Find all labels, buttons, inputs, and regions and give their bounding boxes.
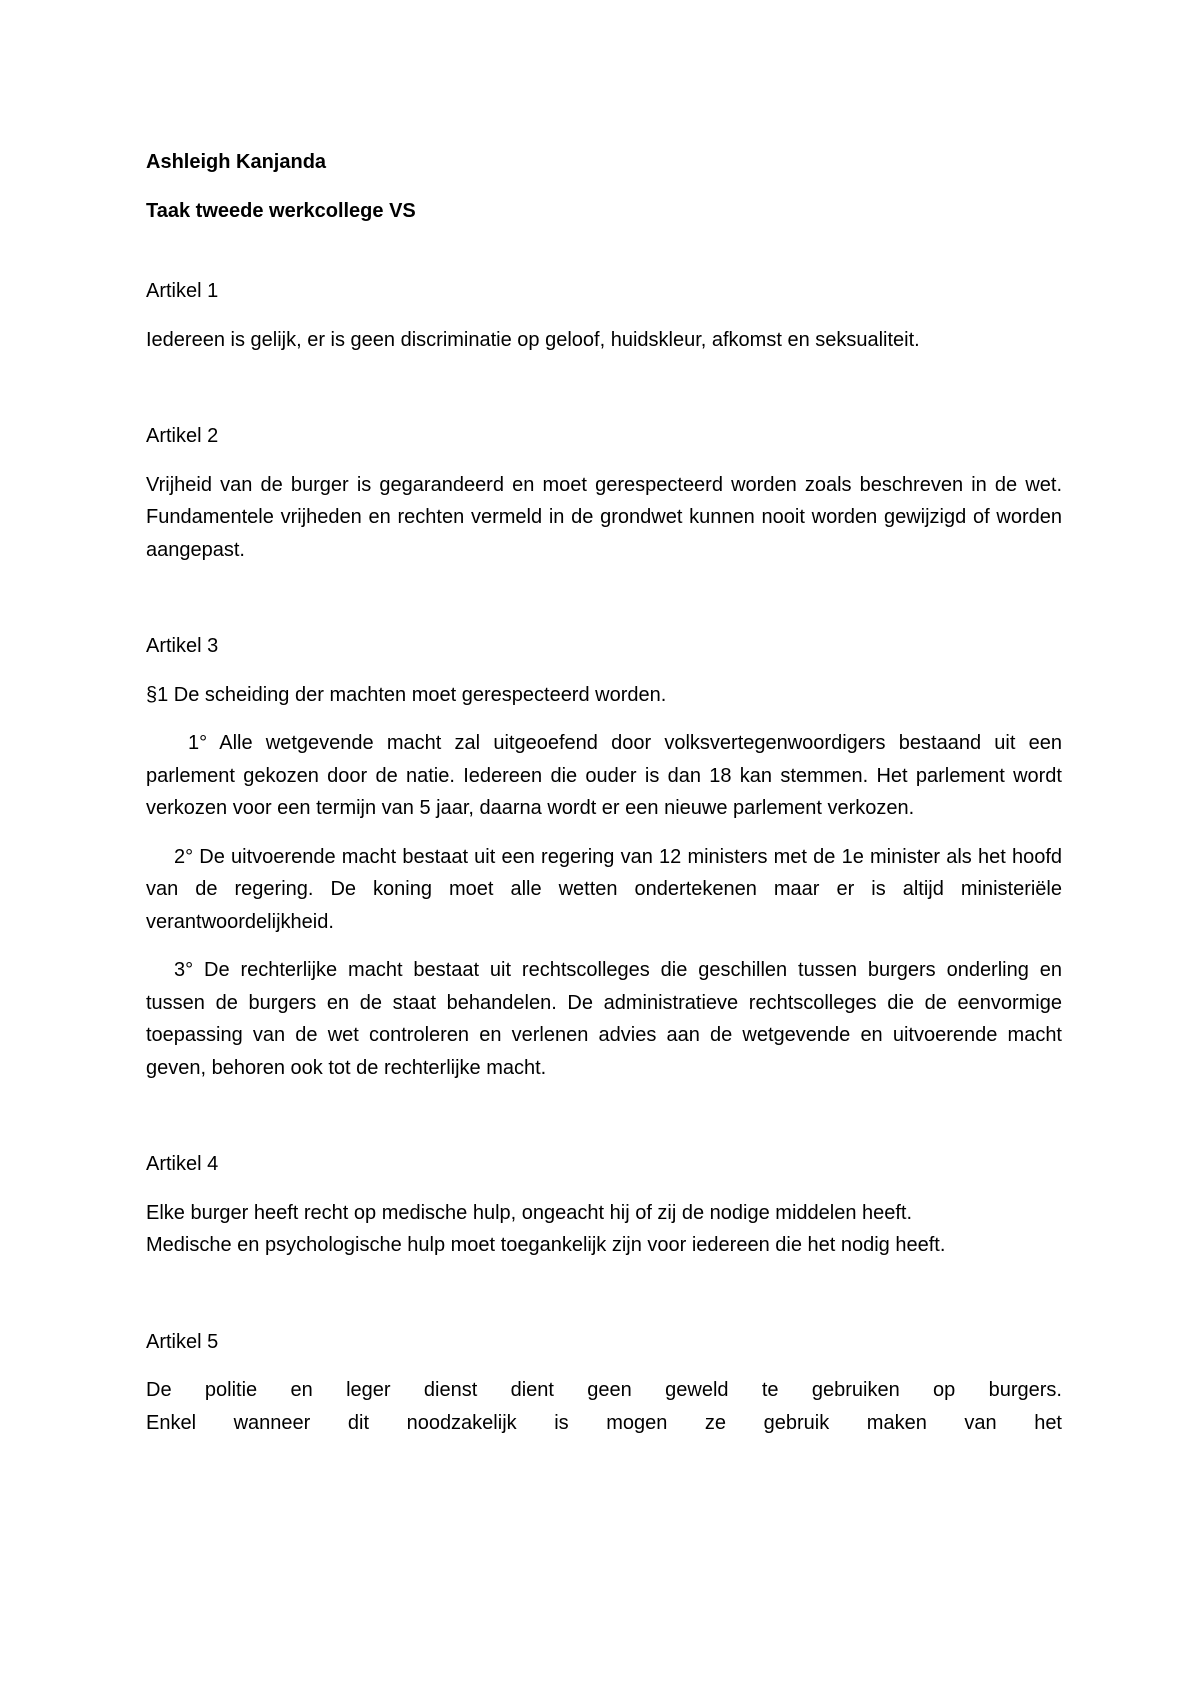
spacer	[146, 372, 1062, 420]
article-1-paragraph: Iedereen is gelijk, er is geen discriminatie op geloof, huidskleur, afkomst en seksualiteit.	[146, 328, 920, 351]
article-5-line-2: Enkel wanneer dit noodzakelijk is mogen ze gebruik maken van het	[146, 1411, 1062, 1434]
author-name: Ashleigh Kanjanda	[146, 151, 327, 173]
article-5-line-1: De politie en leger dienst dient geen geweld te gebruiken op burgers.	[146, 1379, 1062, 1401]
article-4-line-2: Medische en psychologische hulp moet toegankelijk zijn voor iedereen die het nodig heeft.	[146, 1234, 946, 1256]
article-3-section-1: §1 De scheiding der machten moet gerespecteerd worden.	[146, 683, 667, 706]
article-3-item-2: 2° De uitvoerende macht bestaat uit een regering van 12 ministers met de 1e minister als het hoofd van de regering. De koning moet alle wetten ondertekenen maar er is altijd ministeriële verantwoordelijkheid.	[146, 845, 1062, 933]
article-4-line-1: Elke burger heeft recht op medische hulp, ongeacht hij of zij de nodige middelen heeft.	[146, 1201, 913, 1224]
spacer	[146, 582, 1062, 630]
article-4-heading: Artikel 4	[146, 1153, 219, 1175]
article-2-heading: Artikel 2	[146, 425, 219, 447]
article-3-item-3: 3° De rechterlijke macht bestaat uit rechtscolleges die geschillen tussen burgers onderling en tussen de burgers en de staat behandelen. De administratieve rechtscolleges die de eenvormige toepassing van de wet controleren en verlenen advies aan de wetgevende en uitvoerende macht geven, behoren ook tot de rechterlijke macht.	[146, 959, 1062, 1079]
spacer	[146, 1100, 1062, 1148]
assignment-title: Taak tweede werkcollege VS	[146, 199, 416, 222]
document-body	[146, 146, 1062, 1455]
article-2-paragraph: Vrijheid van de burger is gegarandeerd en moet gerespecteerd worden zoals beschreven in de wet. Fundamentele vrijheden en rechten vermeld in de grondwet kunnen nooit worden gewijzigd of worden aangepast.	[146, 473, 1062, 561]
article-3-heading: Artikel 3	[146, 635, 219, 657]
article-1-heading: Artikel 1	[146, 280, 219, 302]
article-5-heading: Artikel 5	[146, 1330, 219, 1353]
spacer	[146, 1278, 1062, 1326]
article-3-item-1: 1° Alle wetgevende macht zal uitgeoefend door volksvertegenwoordigers bestaand uit een parlement gekozen door de natie. Iedereen die ouder is dan 18 kan stemmen. Het parlement wordt verkozen voor een termijn van 5 jaar, daarna wordt er een nieuwe parlement verkozen.	[146, 732, 1062, 819]
